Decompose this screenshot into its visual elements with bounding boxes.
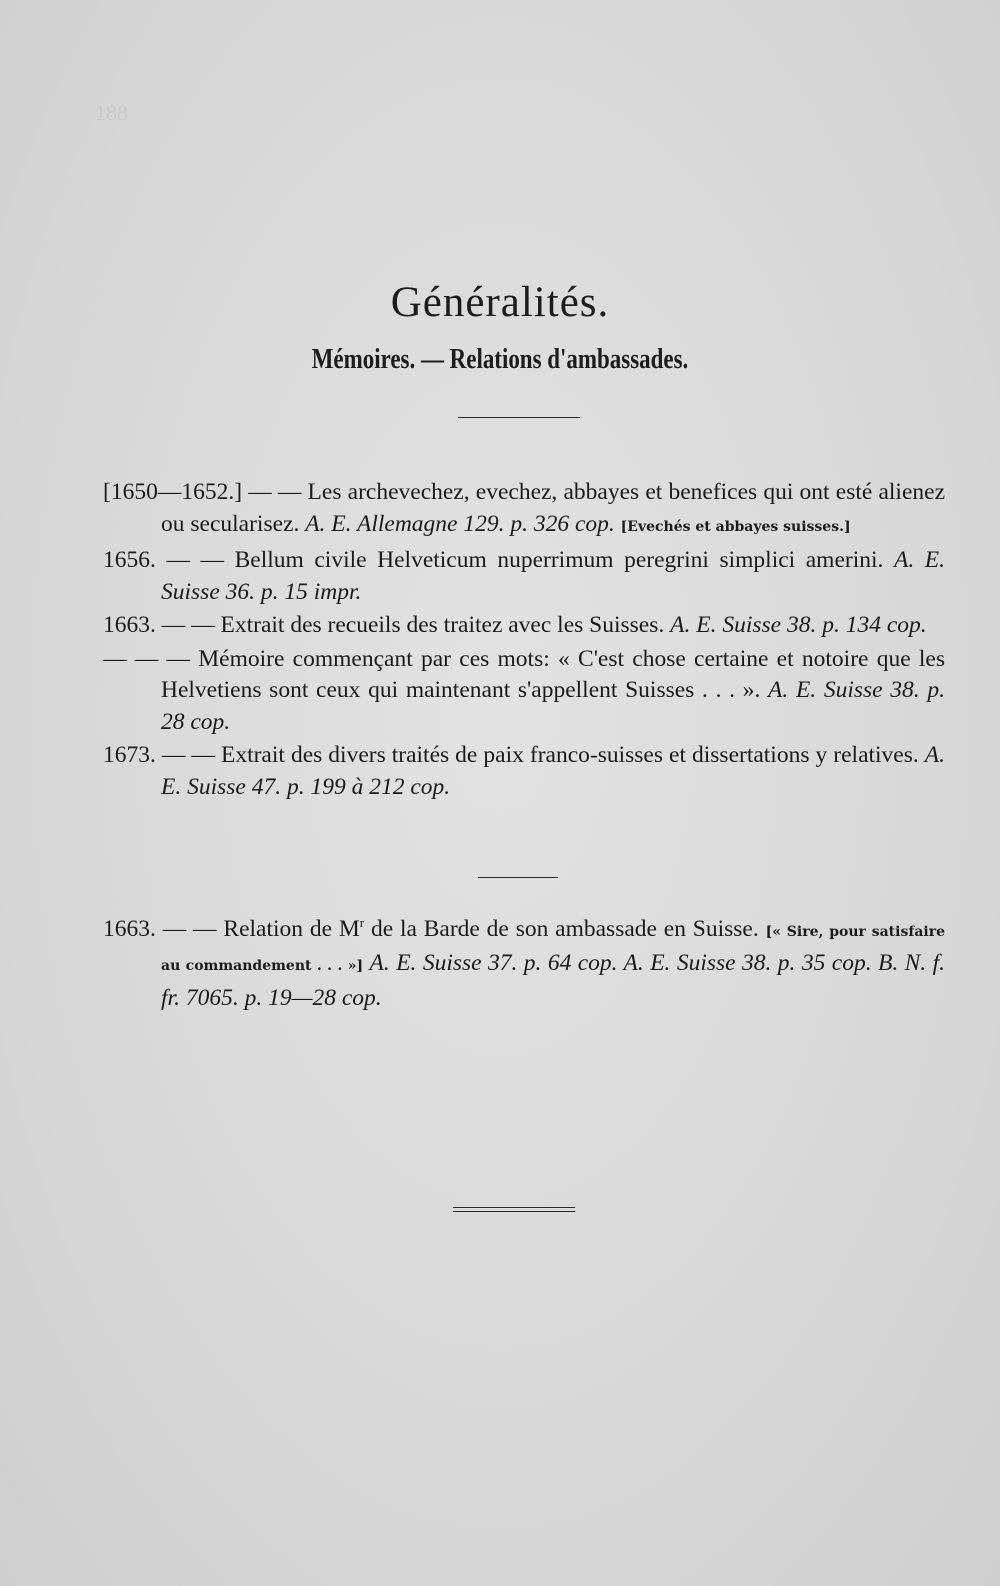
entry-text xyxy=(223,916,758,942)
entry-1663-relation xyxy=(103,907,945,1014)
entry-dash: — — xyxy=(161,742,215,768)
entry-dash: — — xyxy=(161,612,215,638)
entry-1650 xyxy=(103,477,945,543)
entry-source: A. E. Suisse 47. p. 199 à 212 cop. xyxy=(161,742,946,800)
entry-text-superscript: r xyxy=(359,915,365,930)
entry-date: 1663. xyxy=(103,612,156,638)
entries-list-ambassade xyxy=(103,907,945,1016)
title-divider xyxy=(458,417,580,418)
entry-source: A. E. Allemagne 129. p. 326 cop. xyxy=(305,510,615,537)
entry-1663-extrait xyxy=(103,610,945,642)
entry-date: 1673. xyxy=(103,742,156,768)
entry-text: Extrait des divers traités de paix franco-suisses et dissertations y relatives. xyxy=(220,742,919,768)
page-subtitle: Mémoires. — Relations d'ambassades. xyxy=(311,344,689,375)
entry-text: Extrait des recueils des traitez avec les Suisses. xyxy=(220,612,665,638)
page-title: Généralités. xyxy=(390,279,610,326)
entry-source: A. E. Suisse 38. p. 28 cop. xyxy=(161,677,945,735)
entry-source: A. E. Suisse 38. p. 134 cop. xyxy=(670,612,927,638)
entry-date: [1650—1652.] xyxy=(103,479,243,505)
entry-text: Les archevechez, evechez, abbayes et benefices qui ont esté alienez ou secularisez. xyxy=(161,479,945,537)
entry-source: A. E. Suisse 37. p. 64 cop. A. E. Suisse 38. p. 35 cop. B. N. f. fr. 7065. p. 19—28 cop. xyxy=(161,950,945,1011)
end-divider-bottom xyxy=(453,1211,575,1212)
entry-note: [Evechés et abbayes suisses.] xyxy=(620,518,851,535)
entry-date: 1656. xyxy=(103,547,156,573)
entry-1656 xyxy=(103,545,945,608)
entry-dash: — — xyxy=(162,915,217,942)
entry-text-part: Relation de M xyxy=(223,915,360,942)
entry-note: [« Sire, pour satisfaire au commandement . . . »] xyxy=(161,923,946,975)
entry-1673 xyxy=(103,740,945,803)
entry-date: — — — xyxy=(103,645,191,672)
section-divider xyxy=(478,877,558,878)
end-divider-top xyxy=(453,1207,575,1208)
entry-date: 1663. xyxy=(103,915,156,942)
bleed-through-text: 188 xyxy=(95,100,706,125)
entry-text-part: de la Barde de son ambassade en Suisse. xyxy=(364,915,759,942)
entry-dash: — — xyxy=(248,479,302,505)
entry-dash: — — xyxy=(166,547,225,573)
entry-text: Mémoire commençant par ces mots: « C'est chose certaine et notoire que les Helvetiens sont ceux qui maintenant s'appellent Suisses . . . ». xyxy=(161,645,945,703)
entry-source: A. E. Suisse 36. p. 15 impr. xyxy=(161,547,946,605)
entry-text: Bellum civile Helveticum nuperrimum peregrini simplici amerini. xyxy=(234,547,884,573)
entry-memoire xyxy=(103,644,945,739)
entries-list xyxy=(103,477,945,805)
